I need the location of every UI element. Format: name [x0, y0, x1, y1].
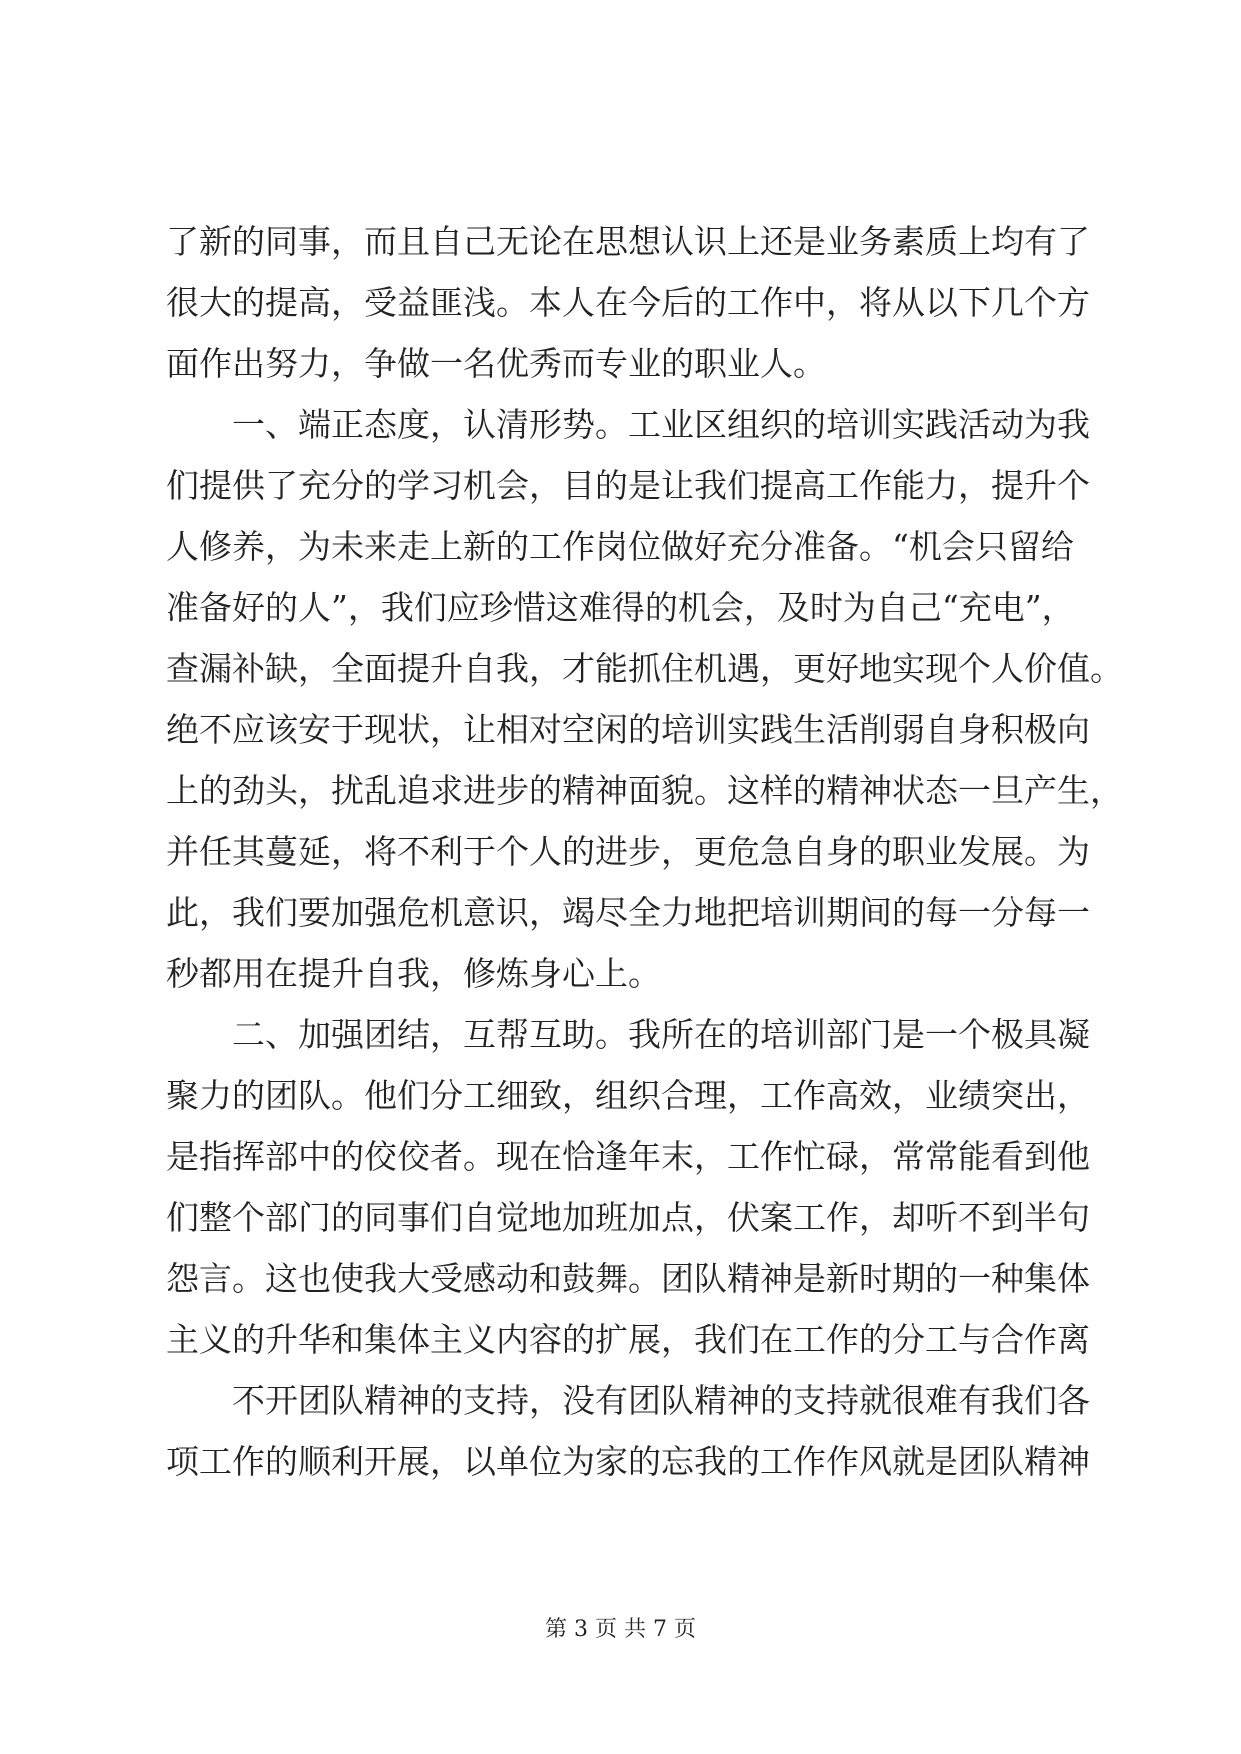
text-line: 秒都用在提升自我，修炼身心上。	[166, 954, 661, 993]
paragraph-start-line: 不开团队精神的支持，没有团队精神的支持就很难有我们各	[232, 1381, 1090, 1420]
text-line: 查漏补缺，全面提升自我，才能抓住机遇，更好地实现个人价值。	[166, 649, 1123, 688]
text-line: 项工作的顺利开展，以单位为家的忘我的工作作风就是团队精神	[166, 1442, 1090, 1481]
text-line: 很大的提高，受益匪浅。本人在今后的工作中，将从以下几个方	[166, 283, 1090, 322]
text-line: 了新的同事，而且自己无论在思想认识上还是业务素质上均有了	[166, 222, 1090, 261]
text-line: 面作出努力，争做一名优秀而专业的职业人。	[166, 344, 826, 383]
text-line: 主义的升华和集体主义内容的扩展，我们在工作的分工与合作离	[166, 1320, 1090, 1359]
text-line: 怨言。这也使我大受感动和鼓舞。团队精神是新时期的一种集体	[166, 1259, 1090, 1298]
text-line: 准备好的人”，我们应珍惜这难得的机会，及时为自己“充电”，	[166, 588, 1075, 627]
text-line: 们提供了充分的学习机会，目的是让我们提高工作能力，提升个	[166, 466, 1090, 505]
paragraph-start-line: 二、加强团结，互帮互助。我所在的培训部门是一个极具凝	[232, 1015, 1090, 1054]
text-line: 并任其蔓延，将不利于个人的进步，更危急自身的职业发展。为	[166, 832, 1090, 871]
text-line: 上的劲头，扰乱追求进步的精神面貌。这样的精神状态一旦产生，	[166, 771, 1123, 810]
text-line: 人修养，为未来走上新的工作岗位做好充分准备。“机会只留给	[166, 527, 1074, 566]
page-number-footer: 第 3 页 共 7 页	[545, 1617, 696, 1642]
text-line: 们整个部门的同事们自觉地加班加点，伏案工作，却听不到半句	[166, 1198, 1090, 1237]
text-line: 此，我们要加强危机意识，竭尽全力地把培训期间的每一分每一	[166, 893, 1090, 932]
paragraph-start-line: 一、端正态度，认清形势。工业区组织的培训实践活动为我	[232, 405, 1090, 444]
text-line: 绝不应该安于现状，让相对空闲的培训实践生活削弱自身积极向	[166, 710, 1090, 749]
text-line: 是指挥部中的佼佼者。现在恰逢年末，工作忙碌，常常能看到他	[166, 1137, 1090, 1176]
text-line: 聚力的团队。他们分工细致，组织合理，工作高效，业绩突出，	[166, 1076, 1090, 1115]
